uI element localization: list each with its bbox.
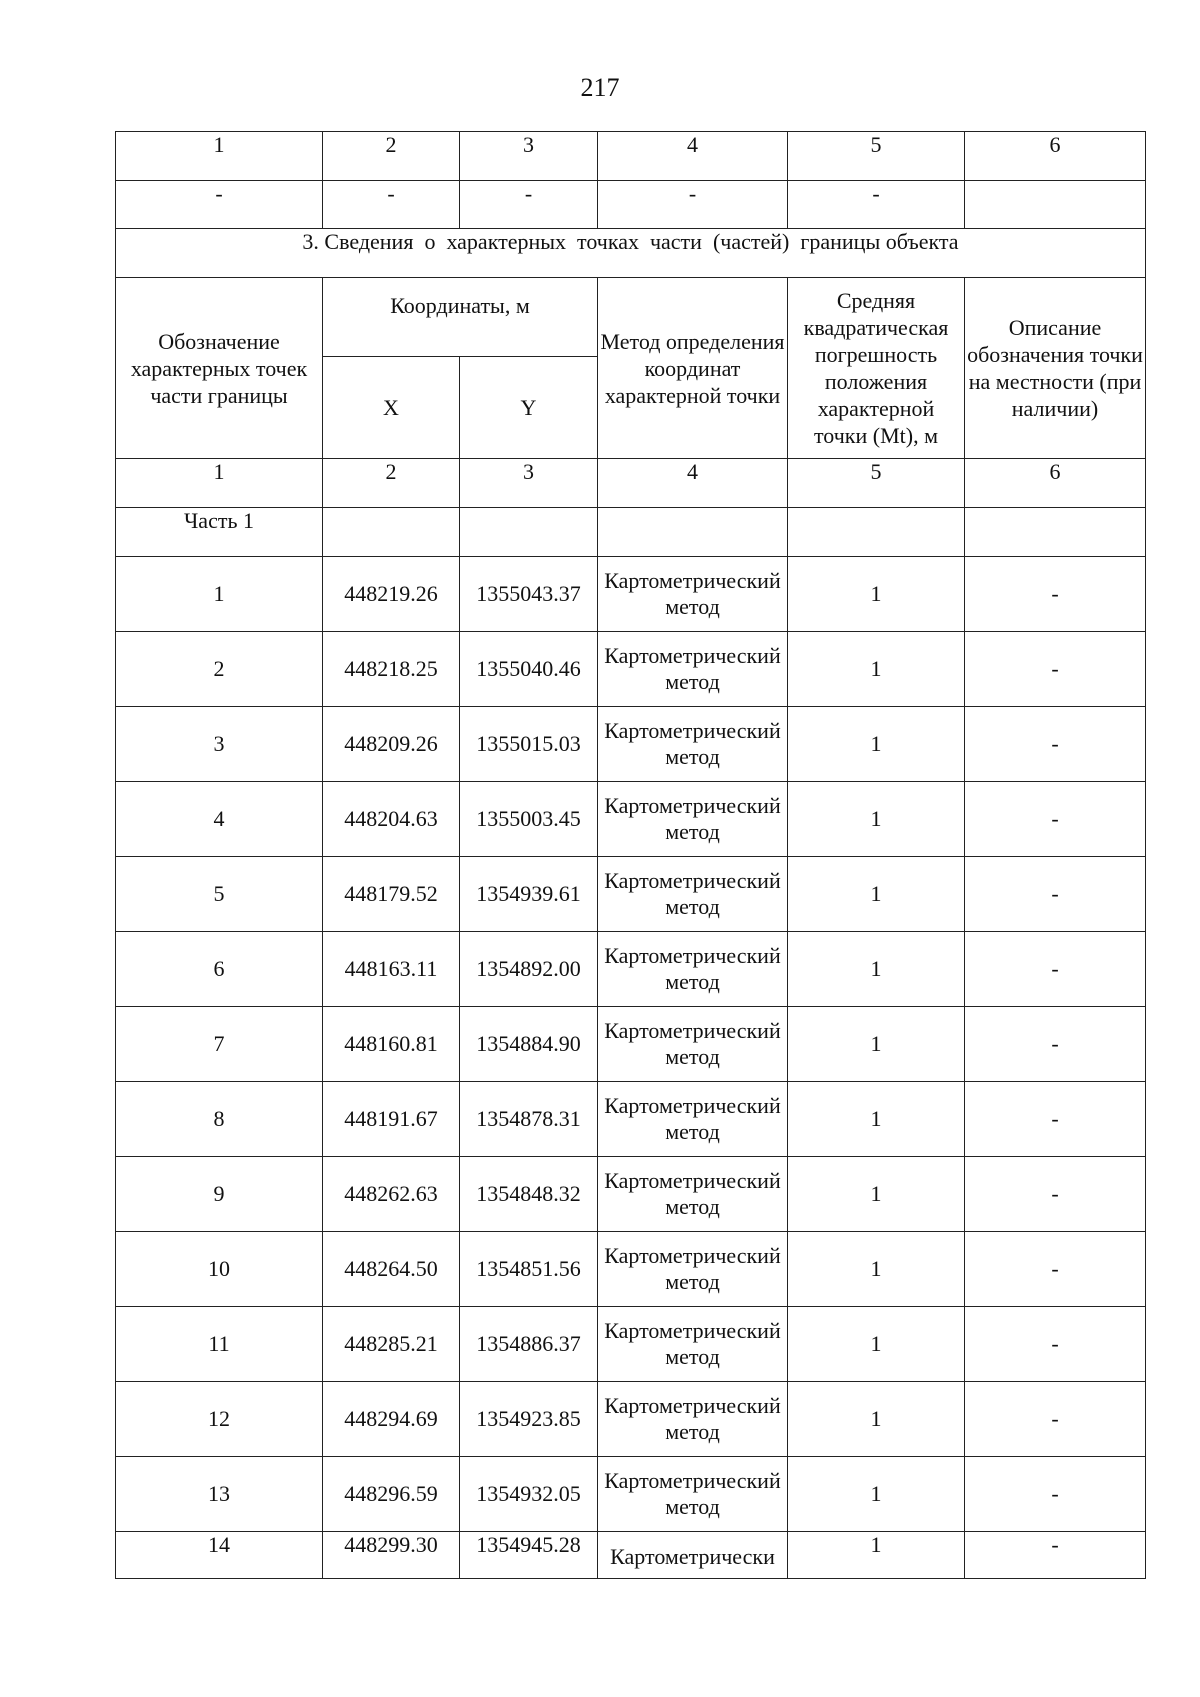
dash-cell: - <box>460 181 598 229</box>
table-row <box>116 557 1146 632</box>
part-row <box>116 508 1146 557</box>
point-number: 8 <box>116 1082 323 1157</box>
coordinate-x: 448264.50 <box>323 1232 460 1307</box>
dash-cell: - <box>598 181 788 229</box>
description-cell: - <box>965 1157 1146 1232</box>
section-title-row <box>116 229 1146 278</box>
empty-cell <box>965 508 1146 557</box>
error-value: 1 <box>788 557 965 632</box>
header-designation: Обозначение характерных точек части границы <box>116 278 323 459</box>
empty-cell <box>788 508 965 557</box>
column-number: 2 <box>323 459 460 508</box>
point-number: 6 <box>116 932 323 1007</box>
point-number: 7 <box>116 1007 323 1082</box>
column-number: 3 <box>460 132 598 181</box>
coordinate-y: 1354932.05 <box>460 1457 598 1532</box>
coordinate-y: 1354884.90 <box>460 1007 598 1082</box>
coordinate-x: 448218.25 <box>323 632 460 707</box>
error-value: 1 <box>788 632 965 707</box>
coordinate-y: 1354886.37 <box>460 1307 598 1382</box>
part-label: Часть 1 <box>116 508 323 557</box>
table-row <box>116 1382 1146 1457</box>
method-cell: Картометрический метод <box>598 1232 788 1307</box>
column-number: 6 <box>965 459 1146 508</box>
coordinate-y: 1355043.37 <box>460 557 598 632</box>
error-value: 1 <box>788 1007 965 1082</box>
column-number-row <box>116 459 1146 508</box>
point-number: 1 <box>116 557 323 632</box>
dash-cell: - <box>116 181 323 229</box>
column-number: 1 <box>116 459 323 508</box>
error-value: 1 <box>788 1457 965 1532</box>
method-cell: Картометрический метод <box>598 1457 788 1532</box>
table-row <box>116 1307 1146 1382</box>
error-value: 1 <box>788 1232 965 1307</box>
table-row <box>116 1532 1146 1579</box>
section-title: 3. Сведения о характерных точках части (частей) границы объекта <box>116 229 1146 278</box>
description-cell: - <box>965 1457 1146 1532</box>
point-number: 4 <box>116 782 323 857</box>
empty-cell <box>323 508 460 557</box>
coordinate-y: 1354848.32 <box>460 1157 598 1232</box>
description-cell: - <box>965 782 1146 857</box>
column-number: 5 <box>788 459 965 508</box>
column-number-row <box>116 132 1146 181</box>
point-number: 9 <box>116 1157 323 1232</box>
coordinate-x: 448160.81 <box>323 1007 460 1082</box>
coordinate-y: 1354878.31 <box>460 1082 598 1157</box>
table-row <box>116 1157 1146 1232</box>
method-cell: Картометрический метод <box>598 1307 788 1382</box>
coordinate-y: 1354892.00 <box>460 932 598 1007</box>
description-cell: - <box>965 1007 1146 1082</box>
header-x: X <box>323 357 460 459</box>
point-number: 14 <box>116 1532 323 1579</box>
method-cell: Картометрический метод <box>598 857 788 932</box>
coordinate-y: 1354923.85 <box>460 1382 598 1457</box>
coordinate-y: 1355040.46 <box>460 632 598 707</box>
point-number: 12 <box>116 1382 323 1457</box>
header-method: Метод определения координат характерной точки <box>598 278 788 459</box>
description-cell: - <box>965 857 1146 932</box>
error-value: 1 <box>788 1082 965 1157</box>
method-cell: Картометрический метод <box>598 932 788 1007</box>
point-number: 3 <box>116 707 323 782</box>
column-number: 4 <box>598 132 788 181</box>
method-cell: Картометрический метод <box>598 632 788 707</box>
header-error: Средняя квадратическая погрешность положения характерной точки (Mt), м <box>788 278 965 459</box>
error-value: 1 <box>788 932 965 1007</box>
point-number: 2 <box>116 632 323 707</box>
coordinate-x: 448163.11 <box>323 932 460 1007</box>
empty-cell <box>460 508 598 557</box>
method-cell: Картометрический метод <box>598 1082 788 1157</box>
coordinate-y: 1355015.03 <box>460 707 598 782</box>
coordinate-y: 1354939.61 <box>460 857 598 932</box>
point-number: 10 <box>116 1232 323 1307</box>
coordinate-x: 448262.63 <box>323 1157 460 1232</box>
description-cell: - <box>965 557 1146 632</box>
column-number: 1 <box>116 132 323 181</box>
table-row <box>116 932 1146 1007</box>
table-row <box>116 632 1146 707</box>
table-row <box>116 1007 1146 1082</box>
method-cell: Картометрический метод <box>598 782 788 857</box>
column-number: 6 <box>965 132 1146 181</box>
page-number: 217 <box>580 73 620 102</box>
dash-cell: - <box>788 181 965 229</box>
error-value: 1 <box>788 707 965 782</box>
coordinate-x: 448204.63 <box>323 782 460 857</box>
column-number: 2 <box>323 132 460 181</box>
table-row <box>116 1082 1146 1157</box>
table-row <box>116 857 1146 932</box>
error-value: 1 <box>788 1532 965 1579</box>
description-cell: - <box>965 1232 1146 1307</box>
header-y: Y <box>460 357 598 459</box>
description-cell: - <box>965 1532 1146 1579</box>
table-row <box>116 1232 1146 1307</box>
boundary-points-table <box>115 131 1146 1579</box>
coordinate-x: 448299.30 <box>323 1532 460 1579</box>
table-row <box>116 1457 1146 1532</box>
coordinate-x: 448285.21 <box>323 1307 460 1382</box>
dash-cell <box>965 181 1146 229</box>
previous-section-row <box>116 181 1146 229</box>
dash-cell: - <box>323 181 460 229</box>
method-cell: Картометрический метод <box>598 557 788 632</box>
error-value: 1 <box>788 1307 965 1382</box>
description-cell: - <box>965 1082 1146 1157</box>
coordinate-x: 448179.52 <box>323 857 460 932</box>
coordinate-x: 448219.26 <box>323 557 460 632</box>
error-value: 1 <box>788 1157 965 1232</box>
method-cell: Картометрический метод <box>598 1007 788 1082</box>
coordinate-y: 1354851.56 <box>460 1232 598 1307</box>
table-row <box>116 782 1146 857</box>
coordinate-x: 448191.67 <box>323 1082 460 1157</box>
method-text: Картометрически <box>610 1544 775 1569</box>
empty-cell <box>598 508 788 557</box>
table-row <box>116 707 1146 782</box>
method-cell: Картометрический метод <box>598 1382 788 1457</box>
column-number: 4 <box>598 459 788 508</box>
description-cell: - <box>965 707 1146 782</box>
error-value: 1 <box>788 857 965 932</box>
description-cell: - <box>965 632 1146 707</box>
header-description: Описание обозначения точки на местности (при наличии) <box>965 278 1146 459</box>
method-cell: Картометрический метод <box>598 707 788 782</box>
method-cell: Картометрический метод <box>598 1157 788 1232</box>
coordinate-x: 448209.26 <box>323 707 460 782</box>
coordinate-y: 1355003.45 <box>460 782 598 857</box>
point-number: 5 <box>116 857 323 932</box>
column-number: 5 <box>788 132 965 181</box>
coordinate-x: 448296.59 <box>323 1457 460 1532</box>
error-value: 1 <box>788 1382 965 1457</box>
description-cell: - <box>965 1382 1146 1457</box>
point-number: 13 <box>116 1457 323 1532</box>
column-number: 3 <box>460 459 598 508</box>
description-cell: - <box>965 932 1146 1007</box>
header-coordinates: Координаты, м <box>323 278 598 357</box>
coordinate-y: 1354945.28 <box>460 1532 598 1579</box>
coordinate-x: 448294.69 <box>323 1382 460 1457</box>
point-number: 11 <box>116 1307 323 1382</box>
header-row-top <box>116 278 1146 357</box>
method-cell <box>598 1532 788 1579</box>
description-cell: - <box>965 1307 1146 1382</box>
error-value: 1 <box>788 782 965 857</box>
